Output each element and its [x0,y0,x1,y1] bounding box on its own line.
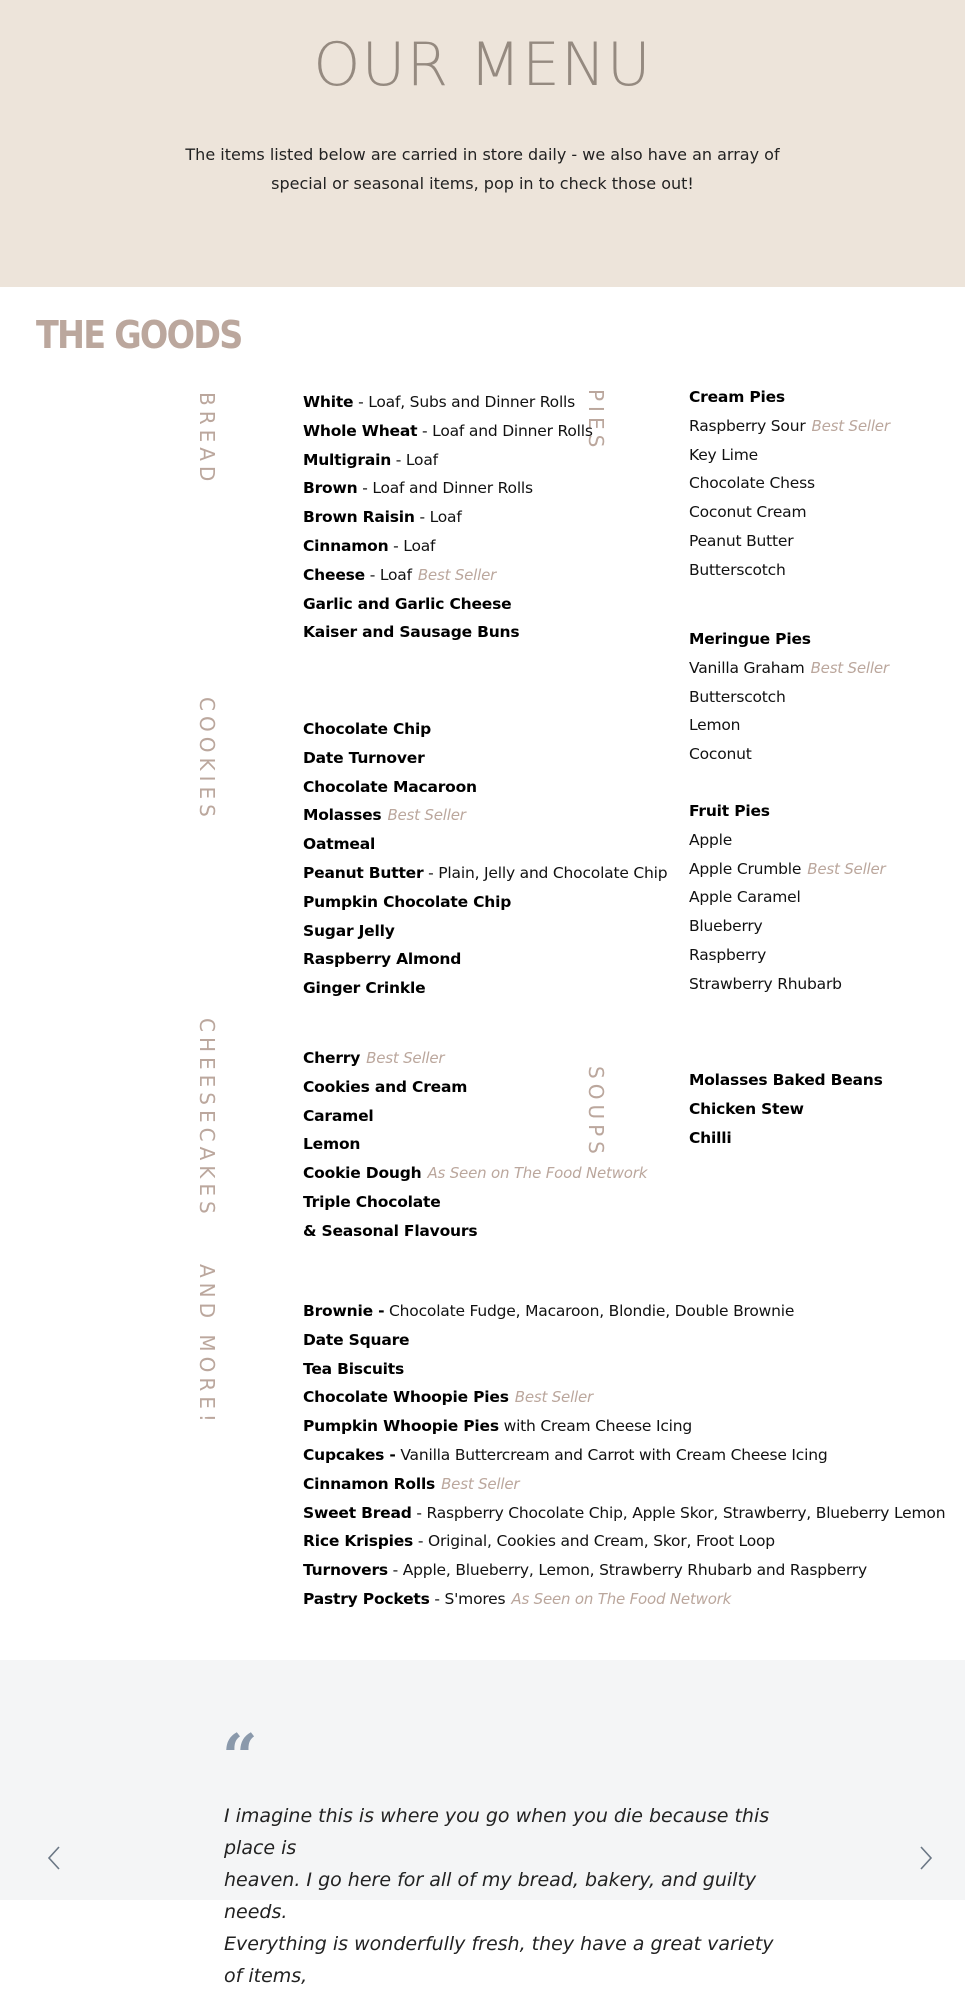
item-description: - Loaf [391,450,438,469]
item-badge: Best Seller [441,1474,520,1493]
menu-item [303,561,593,590]
item-name: Raspberry [689,945,767,964]
menu-item [303,859,667,888]
menu-item [303,1188,647,1217]
item-name: Chocolate Chess [689,474,815,493]
menu-item [303,1383,945,1412]
menu-item [303,1217,647,1246]
menu-item [303,715,667,744]
item-description: Chocolate Fudge, Macaroon, Blondie, Double Brownie [384,1302,795,1320]
menu-item [303,945,667,974]
menu-item [689,1066,883,1095]
section-title: THE GOODS [36,313,242,357]
cookies-list [303,715,667,1003]
item-name: Apple Crumble [689,859,802,878]
menu-item [689,855,886,884]
testimonial-line: Everything is wonderfully fresh, they have a great variety of items, [224,1933,774,1987]
item-name: Date Turnover [303,748,425,767]
item-description: - Loaf [414,508,462,527]
menu-item [689,441,890,470]
menu-item [303,1441,945,1470]
chevron-left-icon [44,1843,64,1873]
pie-group-header: Meringue Pies [689,630,811,648]
item-name: Sweet Bread [303,1503,412,1522]
menu-item [303,1355,945,1384]
menu-item [689,498,890,527]
item-name: Key Lime [689,445,759,464]
menu-item [689,654,889,683]
item-name: Chilli [689,1128,732,1147]
item-badge: As Seen on The Food Network [427,1164,648,1183]
category-label-pies: PIES [584,389,608,453]
item-description: - Loaf [388,536,436,555]
category-label-bread: BREAD [195,392,219,487]
menu-item [303,1130,647,1159]
item-name: Butterscotch [689,687,786,706]
item-name: Apple Caramel [689,888,801,907]
item-name: Whole Wheat [303,421,418,440]
item-name: Rice Krispies [303,1532,414,1551]
item-description: Vanilla Buttercream and Carrot with Cream Cheese Icing [395,1445,828,1464]
item-name: Pastry Pockets [303,1589,430,1608]
item-name: Brown [303,479,358,498]
menu-item [689,1095,883,1124]
category-label-cheesecakes: CHEESECAKES [195,1018,219,1219]
more-list [303,1297,945,1614]
item-name: Tea Biscuits [303,1359,405,1378]
menu-item [303,1297,945,1326]
item-name: Cookie Dough [303,1164,422,1183]
item-badge: Best Seller [514,1388,594,1407]
hero-subtitle: The items listed below are carried in store daily - we also have an array of special or seasonal items, pop in to check those out! [185,145,780,193]
menu-item [303,1499,945,1528]
menu-item [689,556,890,585]
menu-item [689,711,889,740]
next-slide-button[interactable] [916,1843,936,1873]
item-description: - Loaf, Subs and Dinner Rolls [353,393,576,411]
meringue-pies-list [689,625,889,769]
item-name: Chocolate Whoopie Pies [303,1388,509,1407]
menu-item [689,740,889,769]
menu-item [303,917,667,946]
item-description: - Plain, Jelly and Chocolate Chip [423,863,668,882]
menu-item [303,1412,945,1441]
item-name: Peanut Butter [303,863,424,882]
menu-item [303,1556,945,1585]
item-name: Chocolate Chip [303,720,432,738]
item-badge: Best Seller [387,806,466,825]
item-description: - Loaf and Dinner Rolls [417,421,593,440]
menu-item [303,590,593,619]
item-name: Cookies and Cream [303,1077,468,1096]
item-description: - Loaf and Dinner Rolls [357,479,533,498]
item-name: Date Square [303,1330,410,1349]
category-label-cookies: COOKIES [195,697,219,822]
menu-item [303,474,593,503]
hero-banner [0,0,965,287]
item-name: Butterscotch [689,560,786,579]
menu-item [689,912,886,941]
item-description: - Apple, Blueberry, Lemon, Strawberry Rhubarb and Raspberry [387,1561,867,1580]
item-name: Lemon [303,1135,361,1154]
item-name: Cupcakes - [303,1445,396,1464]
item-name: Turnovers [303,1561,388,1580]
item-description: - Original, Cookies and Cream, Skor, Froot Loop [413,1532,775,1551]
menu-item [303,446,593,475]
menu-item [303,618,593,647]
cheesecakes-list [303,1044,647,1246]
item-description: - Raspberry Chocolate Chip, Apple Skor, Strawberry, Blueberry Lemon [411,1503,946,1522]
menu-item [689,826,886,855]
item-name: Strawberry Rhubarb [689,974,842,993]
item-name: Sugar Jelly [303,921,395,940]
item-name: Kaiser and Sausage Buns [303,623,520,642]
item-name: Peanut Butter [689,531,794,550]
item-name: Triple Chocolate [303,1192,441,1211]
testimonial-quote [224,1800,784,1992]
item-badge: Best Seller [810,658,889,677]
category-label-soups: SOUPS [584,1066,608,1159]
item-name: Multigrain [303,450,392,469]
item-name: White [303,393,354,411]
item-name: Molasses Baked Beans [689,1071,883,1089]
testimonial-line: I imagine this is where you go when you die because this place is [224,1805,770,1859]
prev-slide-button[interactable] [44,1843,64,1873]
menu-item [303,1585,945,1614]
cream-pies-list [689,383,890,585]
item-badge: Best Seller [366,1049,445,1067]
menu-item [303,1470,945,1499]
item-badge: Best Seller [807,859,886,878]
menu-item [303,744,667,773]
item-description: with Cream Cheese Icing [498,1417,693,1436]
item-name: Cheese [303,565,365,584]
menu-item [303,974,667,1003]
bread-list [303,388,593,647]
menu-item [303,801,667,830]
menu-item [689,970,886,999]
item-name: Brownie - [303,1302,385,1320]
item-name: Pumpkin Chocolate Chip [303,892,512,911]
item-name: Lemon [689,716,741,735]
item-badge: Best Seller [417,565,497,584]
item-name: Coconut [689,745,752,764]
menu-item [303,773,667,802]
item-name: & Seasonal Flavours [303,1221,478,1240]
menu-item [303,417,593,446]
menu-item [689,883,886,912]
item-name: Pumpkin Whoopie Pies [303,1417,499,1436]
item-description: - S'mores [429,1589,506,1608]
menu-item [303,1073,647,1102]
menu-item [303,1159,647,1188]
item-name: Cinnamon [303,536,389,555]
pie-group-header: Fruit Pies [689,802,770,820]
item-name: Ginger Crinkle [303,979,426,998]
menu-item [689,1124,883,1153]
menu-item [689,683,889,712]
page-title: OUR MENU [313,30,652,100]
item-description: - Loaf [364,565,412,584]
item-name: Raspberry Almond [303,950,462,969]
category-label-more: AND MORE! [195,1264,219,1427]
item-name: Chocolate Macaroon [303,777,477,796]
menu-item [689,941,886,970]
item-badge: Best Seller [811,416,890,435]
item-name: Coconut Cream [689,503,807,522]
menu-item [303,388,593,417]
item-name: Cherry [303,1049,361,1067]
item-name: Garlic and Garlic Cheese [303,594,512,613]
menu-item [303,1326,945,1355]
menu-item [303,532,593,561]
item-name: Cinnamon Rolls [303,1474,436,1493]
item-badge: As Seen on The Food Network [511,1589,732,1608]
menu-item [689,527,890,556]
item-name: Oatmeal [303,835,376,854]
soups-list [689,1066,883,1152]
menu-item [303,503,593,532]
item-name: Blueberry [689,917,763,936]
menu-item [689,469,890,498]
menu-item [303,1527,945,1556]
testimonial-line: heaven. I go here for all of my bread, bakery, and guilty needs. [224,1869,757,1923]
item-name: Apple [689,830,733,849]
menu-item [689,412,890,441]
item-name: Chicken Stew [689,1099,804,1118]
pie-group-header: Cream Pies [689,388,785,406]
item-name: Molasses [303,806,382,825]
menu-item [303,830,667,859]
item-name: Raspberry Sour [689,416,806,435]
quote-icon: “ [222,1720,258,1793]
menu-item [303,888,667,917]
fruit-pies-list [689,797,886,999]
item-name: Caramel [303,1106,374,1125]
chevron-right-icon [916,1843,936,1873]
item-name: Vanilla Graham [689,658,805,677]
item-name: Brown Raisin [303,508,415,527]
menu-item [303,1044,647,1073]
menu-item [303,1102,647,1131]
